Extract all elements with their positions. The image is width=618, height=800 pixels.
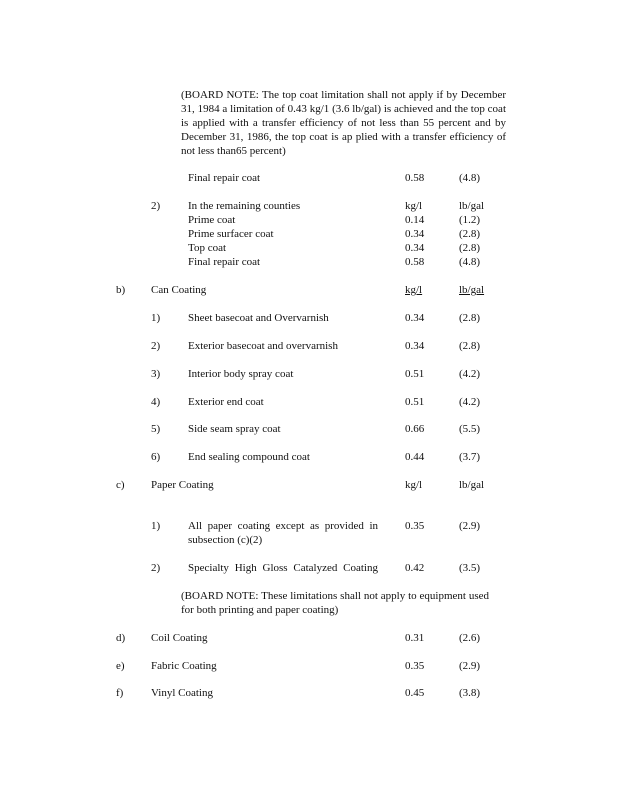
paper-item-kg: 0.42	[405, 562, 425, 574]
list-item-lb: (1.2)	[459, 214, 481, 226]
vinyl-letter: f)	[116, 687, 124, 699]
can-item-number: 4)	[151, 396, 161, 408]
board-note-top-coat: (BOARD NOTE: The top coat limitation shall not apply if by December 31, 1984 a limitation of 0.43 kg/1 (3.6 lb/gal) is achieved and the top coat is applied with a transfer efficiency of not less than 55 percent and by December 31, 1986, the top coat is ap plied with a transfer efficiency of not less than65 percent)	[181, 89, 506, 157]
paper-item-label: Specialty High Gloss Catalyzed Coating	[188, 562, 378, 574]
can-item-number: 5)	[151, 423, 161, 435]
coil-title: Coil Coating	[151, 632, 208, 644]
list-item: Final repair coat	[188, 256, 261, 268]
can-item-label: Sheet basecoat and Overvarnish	[188, 312, 329, 324]
remaining-label: In the remaining counties	[188, 200, 301, 212]
list-item-lb: (2.8)	[459, 242, 481, 254]
list-item: Prime coat	[188, 214, 236, 226]
final-repair-label: Final repair coat	[188, 172, 261, 184]
can-item-lb: (2.8)	[459, 340, 481, 352]
coil-letter: d)	[116, 632, 126, 644]
remaining-unit-lb: lb/gal	[459, 200, 485, 212]
list-item-kg: 0.58	[405, 256, 425, 268]
can-item-number: 1)	[151, 312, 161, 324]
board-note-paper: (BOARD NOTE: These limitations shall not apply to equipment used for both printing and paper coating)	[181, 590, 489, 616]
paper-item-number: 1)	[151, 520, 161, 532]
list-item-kg: 0.34	[405, 228, 425, 240]
final-repair-lb: (4.8)	[459, 172, 481, 184]
can-item-kg: 0.51	[405, 396, 425, 408]
list-item-kg: 0.34	[405, 242, 425, 254]
paper-item-kg: 0.35	[405, 520, 425, 532]
fabric-title: Fabric Coating	[151, 660, 217, 672]
can-item-lb: (4.2)	[459, 396, 481, 408]
paper-unit-kg: kg/l	[405, 479, 423, 491]
can-letter: b)	[116, 284, 126, 296]
can-title: Can Coating	[151, 284, 207, 296]
can-item-label: Interior body spray coat	[188, 368, 294, 380]
paper-item-label-line1: All paper coating except as provided in	[188, 520, 378, 532]
can-item-lb: (3.7)	[459, 451, 481, 463]
fabric-lb: (2.9)	[459, 660, 481, 672]
can-unit-kg: kg/l	[405, 284, 423, 296]
paper-title: Paper Coating	[151, 479, 214, 491]
fabric-kg: 0.35	[405, 660, 425, 672]
can-item-kg: 0.66	[405, 423, 425, 435]
list-item: Top coat	[188, 242, 227, 254]
can-item-label: Side seam spray coat	[188, 423, 281, 435]
paper-unit-lb: lb/gal	[459, 479, 485, 491]
can-item-label: End sealing compound coat	[188, 451, 310, 463]
paper-letter: c)	[116, 479, 125, 491]
remaining-number: 2)	[151, 200, 161, 212]
list-item-lb: (2.8)	[459, 228, 481, 240]
paper-item-lb: (3.5)	[459, 562, 481, 574]
list-item-lb: (4.8)	[459, 256, 481, 268]
remaining-unit-kg: kg/l	[405, 200, 423, 212]
can-item-lb: (4.2)	[459, 368, 481, 380]
can-item-number: 2)	[151, 340, 161, 352]
can-item-lb: (2.8)	[459, 312, 481, 324]
final-repair-kg: 0.58	[405, 172, 425, 184]
paper-item-label-line2: subsection (c)(2)	[188, 534, 263, 546]
can-item-lb: (5.5)	[459, 423, 481, 435]
vinyl-kg: 0.45	[405, 687, 425, 699]
can-item-kg: 0.51	[405, 368, 425, 380]
can-item-kg: 0.44	[405, 451, 425, 463]
can-item-label: Exterior end coat	[188, 396, 264, 408]
list-item-kg: 0.14	[405, 214, 425, 226]
can-item-kg: 0.34	[405, 312, 425, 324]
paper-item-lb: (2.9)	[459, 520, 481, 532]
vinyl-lb: (3.8)	[459, 687, 481, 699]
coil-lb: (2.6)	[459, 632, 481, 644]
can-item-number: 3)	[151, 368, 161, 380]
list-item: Prime surfacer coat	[188, 228, 274, 240]
can-item-kg: 0.34	[405, 340, 425, 352]
can-item-number: 6)	[151, 451, 161, 463]
paper-item-number: 2)	[151, 562, 161, 574]
can-unit-lb: lb/gal	[459, 284, 485, 296]
fabric-letter: e)	[116, 660, 125, 672]
vinyl-title: Vinyl Coating	[151, 687, 213, 699]
coil-kg: 0.31	[405, 632, 425, 644]
can-item-label: Exterior basecoat and overvarnish	[188, 340, 338, 352]
